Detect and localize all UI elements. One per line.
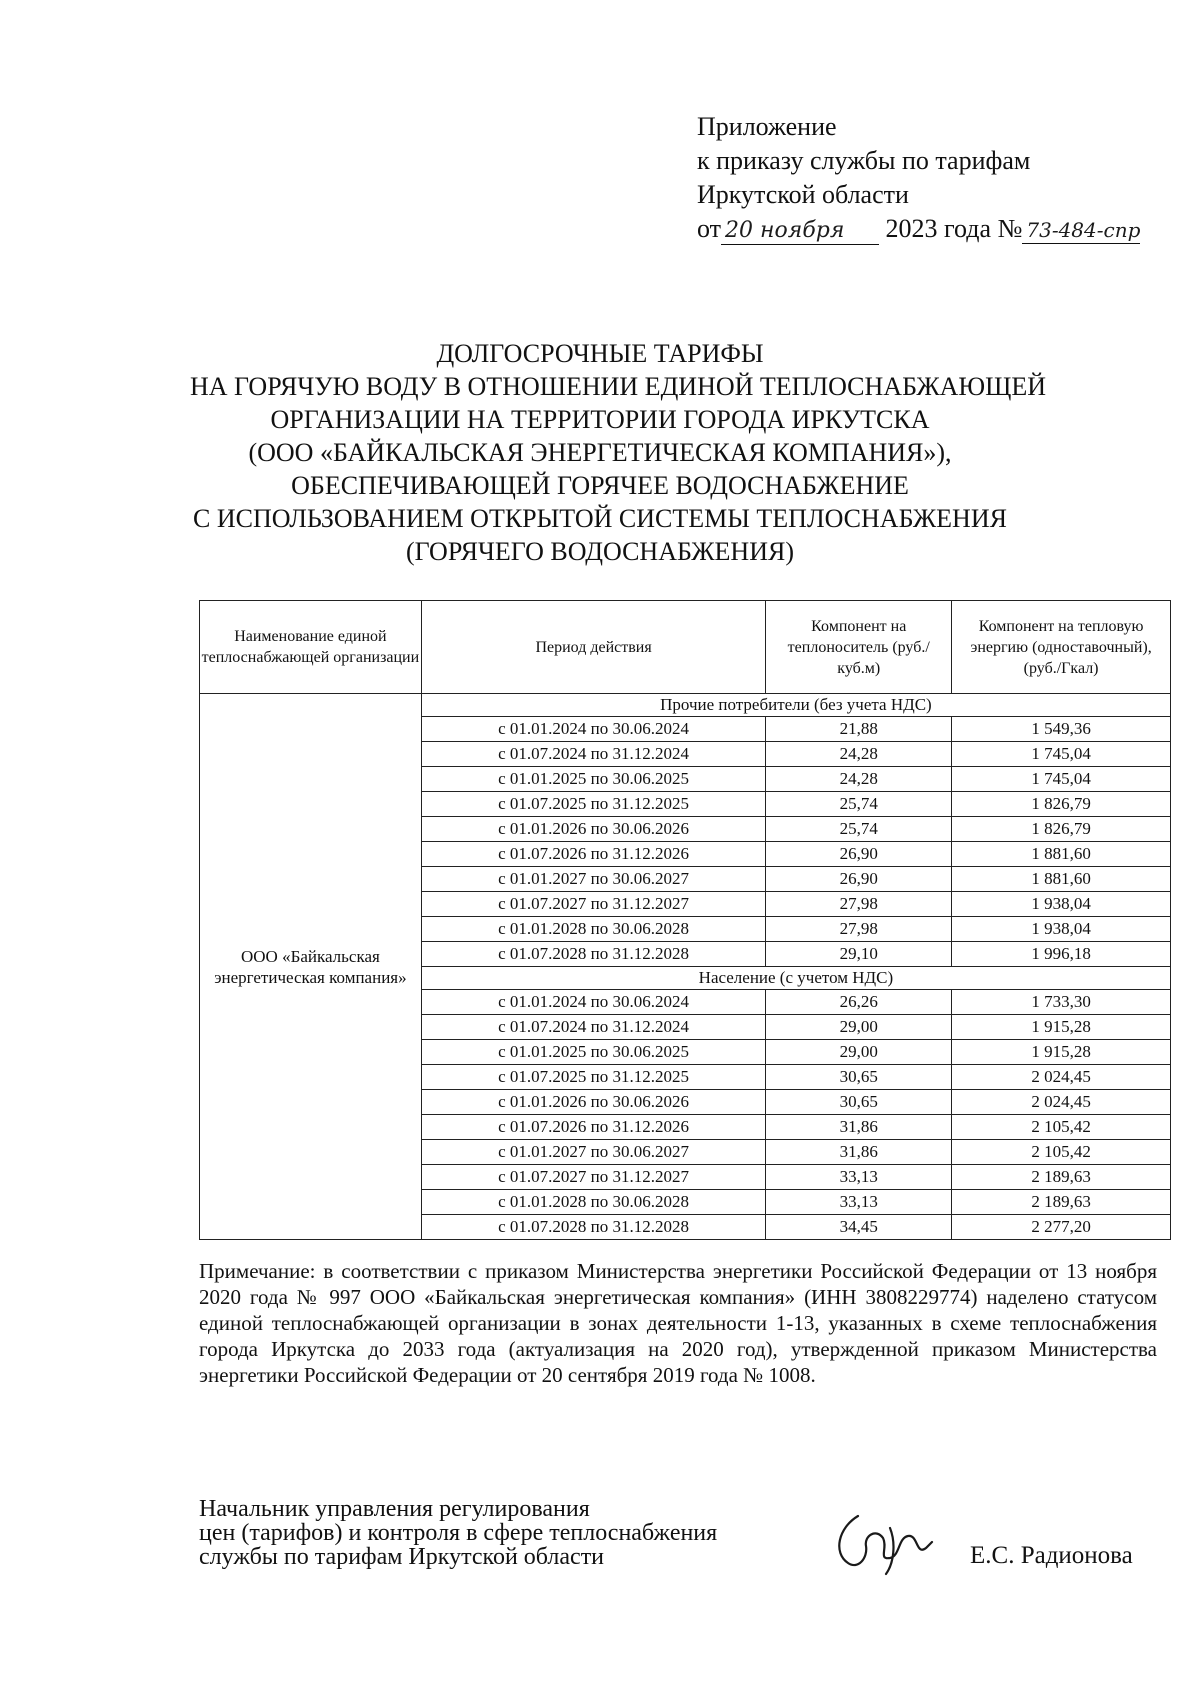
period-cell: с 01.07.2027 по 31.12.2027 [421, 892, 766, 917]
period-cell: с 01.01.2028 по 30.06.2028 [421, 1190, 766, 1215]
coolant-value-cell: 25,74 [766, 792, 952, 817]
group-label: Население (с учетом НДС) [421, 967, 1170, 990]
title-line: (ГОРЯЧЕГО ВОДОСНАБЖЕНИЯ) [406, 537, 794, 566]
heat-value-cell: 1 915,28 [952, 1015, 1171, 1040]
coolant-value-cell: 31,86 [766, 1115, 952, 1140]
heat-value-cell: 2 189,63 [952, 1165, 1171, 1190]
period-cell: с 01.01.2028 по 30.06.2028 [421, 917, 766, 942]
period-cell: с 01.07.2025 по 31.12.2025 [421, 792, 766, 817]
tariff-table [199, 600, 1171, 1240]
heat-value-cell: 2 189,63 [952, 1190, 1171, 1215]
handwritten-date: 20 ноября [721, 218, 879, 245]
heat-value-cell: 2 105,42 [952, 1115, 1171, 1140]
handwritten-signature [828, 1508, 938, 1578]
coolant-value-cell: 30,65 [766, 1065, 952, 1090]
document-title [190, 337, 1047, 568]
heat-value-cell: 1 938,04 [952, 917, 1171, 942]
signature-block [199, 1497, 717, 1569]
coolant-value-cell: 34,45 [766, 1215, 952, 1240]
from-prefix: от [697, 214, 722, 243]
period-cell: с 01.07.2027 по 31.12.2027 [421, 1165, 766, 1190]
coolant-value-cell: 33,13 [766, 1190, 952, 1215]
header-coolant-component: Компонент на теплоноситель (руб./куб.м) [766, 601, 952, 694]
group-row [200, 694, 1171, 717]
heat-value-cell: 1 996,18 [952, 942, 1171, 967]
coolant-value-cell: 29,00 [766, 1015, 952, 1040]
period-cell: с 01.07.2024 по 31.12.2024 [421, 742, 766, 767]
handwritten-order-number: 73-484-спр [1022, 217, 1140, 244]
coolant-value-cell: 26,90 [766, 842, 952, 867]
title-line: ОРГАНИЗАЦИИ НА ТЕРРИТОРИИ ГОРОДА ИРКУТСКА [270, 405, 930, 434]
year-text: 2023 года № [885, 214, 1023, 243]
period-cell: с 01.01.2027 по 30.06.2027 [421, 1140, 766, 1165]
header-period: Период действия [421, 601, 766, 694]
table-body [200, 694, 1171, 1240]
coolant-value-cell: 27,98 [766, 917, 952, 942]
period-cell: с 01.07.2028 по 31.12.2028 [421, 942, 766, 967]
table-header-row [200, 601, 1171, 694]
period-cell: с 01.07.2026 по 31.12.2026 [421, 842, 766, 867]
period-cell: с 01.07.2024 по 31.12.2024 [421, 1015, 766, 1040]
appendix-line-3: Иркутской области [697, 180, 909, 209]
note-paragraph: Примечание: в соответствии с приказом Министерства энергетики Российской Федерации от 13 ноября 2020 года № 997 ООО «Байкальская энергетическая компания» (ИНН 3808229774) наделено статусом единой теплоснабжающей организации в зонах деятельности 1-13, указанных в схеме теплоснабжения города Иркутска до 2033 года (актуализация на 2020 год), утвержденной приказом Министерства энергетики Российской Федерации от 20 сентября 2019 года № 1008. [199, 1259, 1157, 1387]
appendix-line-1: Приложение [697, 112, 837, 141]
heat-value-cell: 1 938,04 [952, 892, 1171, 917]
group-label: Прочие потребители (без учета НДС) [421, 694, 1170, 717]
period-cell: с 01.07.2028 по 31.12.2028 [421, 1215, 766, 1240]
header-organization: Наименование единой теплоснабжающей организации [200, 601, 422, 694]
title-line: С ИСПОЛЬЗОВАНИЕМ ОТКРЫТОЙ СИСТЕМЫ ТЕПЛОСНАБЖЕНИЯ [193, 504, 1007, 533]
heat-value-cell: 1 745,04 [952, 767, 1171, 792]
signer-name: Е.С. Радионова [970, 1542, 1133, 1569]
appendix-header [697, 110, 1140, 246]
heat-value-cell: 1 826,79 [952, 817, 1171, 842]
coolant-value-cell: 27,98 [766, 892, 952, 917]
period-cell: с 01.01.2026 по 30.06.2026 [421, 817, 766, 842]
coolant-value-cell: 26,26 [766, 990, 952, 1015]
title-line: (ООО «БАЙКАЛЬСКАЯ ЭНЕРГЕТИЧЕСКАЯ КОМПАНИЯ»), [248, 438, 952, 467]
heat-value-cell: 1 826,79 [952, 792, 1171, 817]
heat-value-cell: 1 881,60 [952, 867, 1171, 892]
heat-value-cell: 1 881,60 [952, 842, 1171, 867]
title-line: ОБЕСПЕЧИВАЮЩЕЙ ГОРЯЧЕЕ ВОДОСНАБЖЕНИЕ [291, 471, 909, 500]
coolant-value-cell: 24,28 [766, 767, 952, 792]
coolant-value-cell: 25,74 [766, 817, 952, 842]
period-cell: с 01.07.2025 по 31.12.2025 [421, 1065, 766, 1090]
position-line: цен (тарифов) и контроля в сфере теплоснабжения [199, 1520, 718, 1546]
appendix-date-line [697, 212, 1140, 246]
period-cell: с 01.01.2027 по 30.06.2027 [421, 867, 766, 892]
period-cell: с 01.01.2025 по 30.06.2025 [421, 767, 766, 792]
coolant-value-cell: 29,10 [766, 942, 952, 967]
coolant-value-cell: 24,28 [766, 742, 952, 767]
coolant-value-cell: 33,13 [766, 1165, 952, 1190]
period-cell: с 01.01.2025 по 30.06.2025 [421, 1040, 766, 1065]
period-cell: с 01.01.2026 по 30.06.2026 [421, 1090, 766, 1115]
coolant-value-cell: 21,88 [766, 717, 952, 742]
coolant-value-cell: 30,65 [766, 1090, 952, 1115]
heat-value-cell: 2 277,20 [952, 1215, 1171, 1240]
heat-value-cell: 2 024,45 [952, 1090, 1171, 1115]
period-cell: с 01.07.2026 по 31.12.2026 [421, 1115, 766, 1140]
period-cell: с 01.01.2024 по 30.06.2024 [421, 717, 766, 742]
heat-value-cell: 2 105,42 [952, 1140, 1171, 1165]
coolant-value-cell: 29,00 [766, 1040, 952, 1065]
appendix-line-2: к приказу службы по тарифам [697, 146, 1031, 175]
title-line: НА ГОРЯЧУЮ ВОДУ В ОТНОШЕНИИ ЕДИНОЙ ТЕПЛОСНАБЖАЮЩЕЙ [190, 372, 1047, 401]
coolant-value-cell: 26,90 [766, 867, 952, 892]
period-cell: с 01.01.2024 по 30.06.2024 [421, 990, 766, 1015]
organization-cell: ООО «Байкальская энергетическая компания» [200, 694, 422, 1240]
heat-value-cell: 1 915,28 [952, 1040, 1171, 1065]
heat-value-cell: 2 024,45 [952, 1065, 1171, 1090]
position-line: службы по тарифам Иркутской области [199, 1544, 605, 1570]
heat-value-cell: 1 745,04 [952, 742, 1171, 767]
heat-value-cell: 1 549,36 [952, 717, 1171, 742]
coolant-value-cell: 31,86 [766, 1140, 952, 1165]
heat-value-cell: 1 733,30 [952, 990, 1171, 1015]
header-heat-component: Компонент на тепловую энергию (одноставочный), (руб./Гкал) [952, 601, 1171, 694]
position-line: Начальник управления регулирования [199, 1496, 590, 1522]
title-line: ДОЛГОСРОЧНЫЕ ТАРИФЫ [436, 339, 764, 368]
